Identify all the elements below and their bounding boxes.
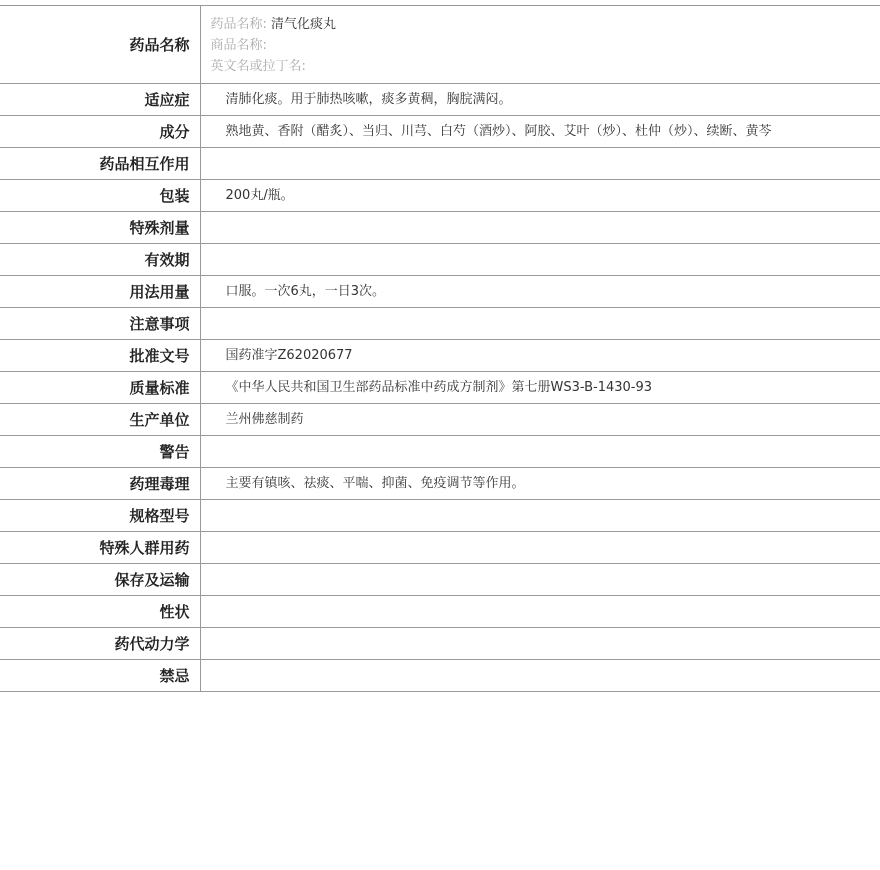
table-row-precautions: [0, 308, 880, 340]
table-row-drug-name: [0, 6, 880, 84]
row-value: [200, 660, 880, 692]
row-value: [200, 244, 880, 276]
row-value: [200, 596, 880, 628]
row-value: [200, 308, 880, 340]
row-label: 性状: [0, 596, 200, 628]
row-value: 熟地黄、香附（醋炙）、当归、川芎、白芍（酒炒）、阿胶、艾叶（炒）、杜仲（炒）、续断、黄芩: [200, 116, 880, 148]
row-label: 药代动力学: [0, 628, 200, 660]
row-value: 清肺化痰。用于肺热咳嗽，痰多黄稠，胸脘满闷。: [200, 84, 880, 116]
table-row-manufacturer: [0, 404, 880, 436]
table-row-ingredients: [0, 116, 880, 148]
table-row-contraindications: [0, 660, 880, 692]
table-row-special-dose: [0, 212, 880, 244]
row-label: 规格型号: [0, 500, 200, 532]
table-row-special-populations: [0, 532, 880, 564]
row-label: 药理毒理: [0, 468, 200, 500]
drug-name-block: [200, 6, 880, 84]
row-label: 注意事项: [0, 308, 200, 340]
row-label: 特殊人群用药: [0, 532, 200, 564]
row-label: 适应症: [0, 84, 200, 116]
table-row-storage: [0, 564, 880, 596]
row-label: 包装: [0, 180, 200, 212]
row-value: 主要有镇咳、祛痰、平喘、抑菌、免疫调节等作用。: [200, 468, 880, 500]
row-label: 生产单位: [0, 404, 200, 436]
row-value: 国药准字Z62020677: [200, 340, 880, 372]
row-value: [200, 148, 880, 180]
table-row-specification: [0, 500, 880, 532]
table-row-pharmacology: [0, 468, 880, 500]
english-name-prefix: 英文名或拉丁名:: [210, 59, 306, 74]
row-value: 口服。一次6丸，一日3次。: [200, 276, 880, 308]
trade-name-prefix: 商品名称:: [210, 38, 267, 53]
english-name-line: [211, 56, 791, 77]
row-value: [200, 564, 880, 596]
table-row-indication: [0, 84, 880, 116]
row-value: 《中华人民共和国卫生部药品标准中药成方制剂》第七册WS3-B-1430-93: [200, 372, 880, 404]
table-row-warning: [0, 436, 880, 468]
table-row-package: [0, 180, 880, 212]
row-label: 质量标准: [0, 372, 200, 404]
drug-info-table: [0, 5, 880, 692]
row-label: 用法用量: [0, 276, 200, 308]
table-row-quality-standard: [0, 372, 880, 404]
trade-name-line: [211, 35, 791, 56]
row-label: 保存及运输: [0, 564, 200, 596]
table-row-interactions: [0, 148, 880, 180]
row-label: 禁忌: [0, 660, 200, 692]
row-value: [200, 628, 880, 660]
generic-name-line: [211, 14, 791, 35]
table-row-dosage: [0, 276, 880, 308]
row-value: 兰州佛慈制药: [200, 404, 880, 436]
row-label: 药品相互作用: [0, 148, 200, 180]
table-row-expiry: [0, 244, 880, 276]
generic-name-prefix: 药品名称:: [210, 17, 267, 32]
row-value: [200, 532, 880, 564]
row-label: 有效期: [0, 244, 200, 276]
table-row-pharmacokinetics: [0, 628, 880, 660]
row-value: [200, 212, 880, 244]
generic-name-value: 清气化痰丸: [271, 17, 337, 32]
row-value: 200丸/瓶。: [200, 180, 880, 212]
row-value: [200, 500, 880, 532]
table-row-appearance: [0, 596, 880, 628]
row-label: 成分: [0, 116, 200, 148]
row-label: 药品名称: [0, 6, 200, 84]
row-label: 警告: [0, 436, 200, 468]
row-label: 特殊剂量: [0, 212, 200, 244]
row-label: 批准文号: [0, 340, 200, 372]
row-value: [200, 436, 880, 468]
table-row-approval-number: [0, 340, 880, 372]
